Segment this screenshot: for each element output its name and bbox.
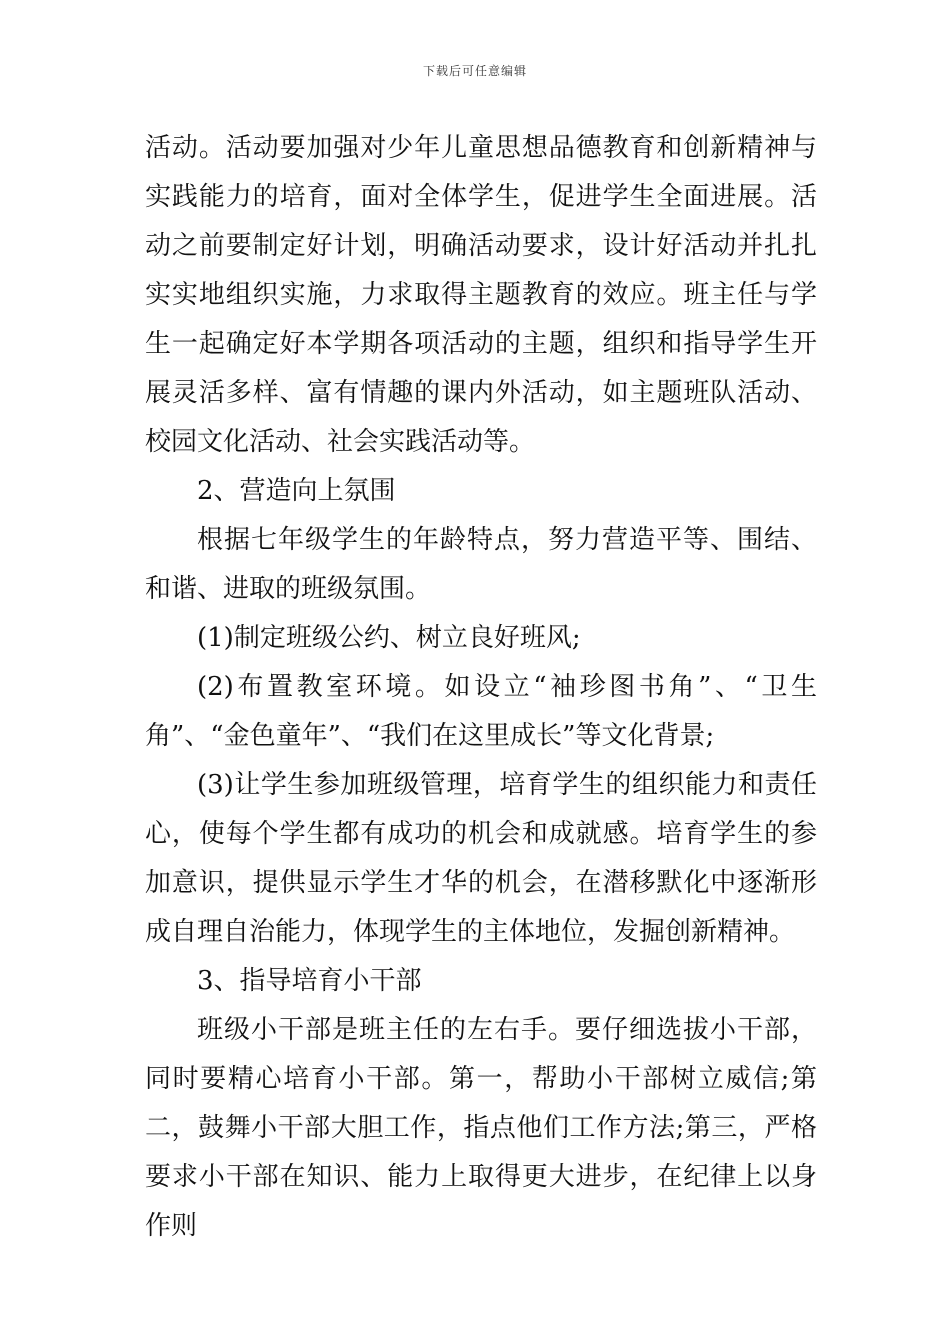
- section-heading-atmosphere: 2、营造向上氛围: [197, 476, 396, 506]
- paragraph-cadres: 班级小干部是班主任的左右手。要仔细选拔小干部，同时要精心培育小干部。第一，帮助小干部树立威信;第二，鼓舞小干部大胆工作，指点他们工作方法;第三，严格要求小干部在知识、能力上取得更大进步，在纪律上以身作则: [145, 1015, 817, 1241]
- section-heading-cadres: 3、指导培育小干部: [197, 966, 422, 996]
- document-body: [145, 124, 817, 1251]
- list-item-class-rules: (1)制定班级公约、树立良好班风;: [197, 623, 581, 653]
- list-item-class-management: (3)让学生参加班级管理，培育学生的组织能力和责任心，使每个学生都有成功的机会和成就感。培育学生的参加意识，提供显示学生才华的机会，在潜移默化中逐渐形成自理自治能力，体现学生的主体地位，发掘创新精神。: [145, 770, 817, 947]
- paragraph-activities: 活动。活动要加强对少年儿童思想品德教育和创新精神与实践能力的培育，面对全体学生，促进学生全面进展。活动之前要制定好计划，明确活动要求，设计好活动并扎扎实实地组织实施，力求取得主题教育的效应。班主任与学生一起确定好本学期各项活动的主题，组织和指导学生开展灵活多样、富有情趣的课内外活动，如主题班队活动、校园文化活动、社会实践活动等。: [145, 133, 817, 457]
- paragraph-atmosphere: 根据七年级学生的年龄特点，努力营造平等、围结、和谐、进取的班级氛围。: [145, 525, 817, 604]
- page-header: 下载后可任意编辑: [422, 64, 527, 78]
- list-item-classroom-environment: (2)布置教室环境。如设立“袖珍图书角”、“卫生角”、“金色童年”、“我们在这里成长”等文化背景;: [145, 672, 817, 751]
